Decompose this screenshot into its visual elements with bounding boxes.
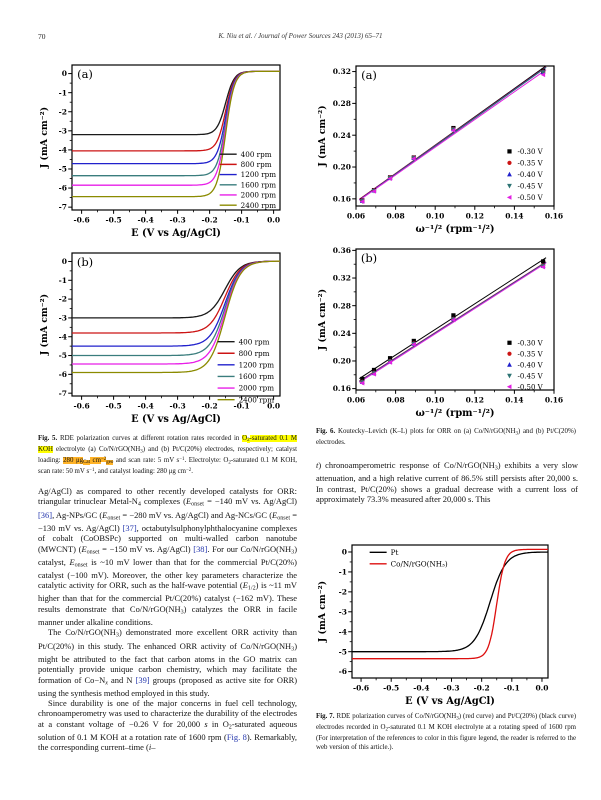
- svg-text:-0.35 V: -0.35 V: [517, 350, 543, 359]
- text-run: Fig. 6.: [316, 428, 336, 435]
- text-run: 2: [247, 438, 250, 444]
- svg-text:ω⁻¹/² (rpm⁻¹/²): ω⁻¹/² (rpm⁻¹/²): [415, 224, 495, 235]
- svg-text:0: 0: [61, 257, 67, 267]
- svg-text:800 rpm: 800 rpm: [240, 159, 272, 169]
- text-run: onset: [86, 549, 100, 556]
- text-run: E: [242, 580, 248, 591]
- svg-text:-4: -4: [338, 627, 347, 637]
- text-run: O: [242, 435, 248, 442]
- svg-text:-0.2: -0.2: [201, 401, 218, 411]
- svg-text:-0.5: -0.5: [383, 683, 400, 693]
- text-run: 3: [115, 633, 119, 640]
- svg-text:-6: -6: [338, 667, 347, 677]
- text-run: Ag/AgCl) as compared to other recently developed catalysts for ORR: triangular trinuclear Metal-N: [38, 486, 297, 507]
- svg-text:0.16: 0.16: [332, 194, 351, 204]
- svg-text:-5: -5: [58, 351, 67, 361]
- svg-text:-0.45 V: -0.45 V: [517, 372, 543, 381]
- svg-text:0.16: 0.16: [332, 384, 351, 394]
- text-run: .: [191, 467, 193, 475]
- fig7-caption: [316, 712, 576, 752]
- text-run: E: [102, 509, 108, 520]
- svg-text:0.12: 0.12: [465, 211, 484, 221]
- text-run: . For our Co/N/rGO(NH: [207, 543, 292, 554]
- text-run: −2: [100, 456, 107, 462]
- text-run: ) and (b) Pt/C(20%) electrodes.: [316, 428, 576, 446]
- text-run: 3: [140, 449, 143, 455]
- svg-text:-3: -3: [338, 607, 347, 617]
- text-run: is ~10 mV lower than that for the commercial Pt/C(20%) catalyst (−100 mV). Moreover, the other key parameters characterize the catalytic activity for ORR, such as the half-wave potential (: [38, 556, 297, 591]
- text-run: onset: [277, 515, 291, 522]
- svg-text:0.32: 0.32: [332, 67, 351, 77]
- svg-text:0.20: 0.20: [332, 162, 351, 172]
- text-run: 3: [515, 431, 518, 437]
- svg-text:1200 rpm: 1200 rpm: [240, 170, 277, 180]
- svg-text:-5: -5: [58, 164, 67, 174]
- svg-text:0.24: 0.24: [332, 328, 351, 338]
- svg-text:2000 rpm: 2000 rpm: [240, 190, 277, 200]
- text-run: 3: [291, 646, 295, 653]
- text-run: ) demonstrated more excellent ORR activity than Pt/C(20%) in this study. The enhanced ORR activity of Co/N/rGO(NH: [38, 627, 297, 651]
- text-run: 1/2: [247, 585, 256, 592]
- text-run: ) is ~11 mV higher than that for the commercial Pt/C(20%) catalyst (−162 mV). These results demonstrate that Co/N/rGO(NH: [38, 580, 297, 614]
- svg-text:0: 0: [61, 69, 67, 79]
- svg-text:-0.6: -0.6: [352, 683, 370, 693]
- fig5b-rde-chart: [36, 242, 292, 430]
- text-run: -saturated 0.1 M KOH, scan rate: 50 mV s: [38, 456, 297, 475]
- svg-text:-0.4: -0.4: [413, 683, 430, 693]
- text-run: ) chronoamperometric response of Co/N/rGO(NH: [318, 460, 495, 470]
- text-run: RDE polarization curves at different rotation rates recorded in: [57, 435, 243, 442]
- svg-text:-0.4: -0.4: [137, 215, 154, 225]
- svg-text:-0.3: -0.3: [443, 683, 460, 693]
- svg-text:-4: -4: [58, 332, 67, 342]
- text-run: electrolyte (a) Co/N/rGO(NH: [52, 445, 141, 453]
- svg-text:-2: -2: [338, 587, 347, 597]
- svg-text:2400 rpm: 2400 rpm: [238, 395, 275, 405]
- text-run: onset: [74, 562, 88, 569]
- text-run: RDE polarization curves of Co/N/rGO(NH: [334, 713, 457, 720]
- svg-text:J (mA cm⁻²): J (mA cm⁻²): [317, 288, 328, 351]
- svg-text:-2: -2: [58, 107, 67, 117]
- svg-text:800 rpm: 800 rpm: [238, 348, 270, 358]
- svg-text:0.36: 0.36: [332, 245, 351, 255]
- svg-text:0.0: 0.0: [535, 683, 549, 693]
- text-run: Since durability is one of the major concerns in fuel cell technology, chronoamperometry was used to characterize the durability of the electrodes at a constant voltage of −0.26 V for 20,000: [38, 698, 297, 729]
- svg-text:0.12: 0.12: [465, 395, 484, 405]
- svg-text:-0.5: -0.5: [105, 215, 122, 225]
- body-paragraph: [38, 627, 297, 698]
- fig6a-kl-chart: [314, 56, 566, 240]
- text-run: Fig. 7.: [316, 713, 335, 720]
- text-run: 3: [456, 716, 459, 722]
- text-run: −1: [89, 467, 95, 473]
- svg-text:2400 rpm: 2400 rpm: [240, 200, 277, 210]
- svg-text:0.14: 0.14: [505, 211, 524, 221]
- svg-text:-0.5: -0.5: [105, 401, 122, 411]
- svg-text:-2: -2: [58, 294, 67, 304]
- text-run: in O: [207, 718, 229, 729]
- svg-text:-1: -1: [58, 275, 67, 285]
- text-run: ) and (b) Pt/C(20%) electrodes, respectively; catalyst loading:: [38, 445, 298, 464]
- text-run: Cat: [83, 460, 90, 466]
- svg-text:0.06: 0.06: [346, 211, 366, 221]
- text-run: Fig. 5.: [38, 435, 58, 442]
- svg-text:(a): (a): [77, 67, 93, 81]
- svg-text:-3: -3: [58, 313, 67, 323]
- citation-link[interactable]: [37]: [122, 522, 137, 533]
- text-run: ) exhibits a very slow attenuation, and a high relative current of 86.5% still persists after 20,000 s. In contrast, Pt/C(20%) shows a gradual decrease with a current loss of approximately 73.3% measured after 20,000 s. This: [316, 460, 578, 504]
- text-run: onset: [107, 515, 121, 522]
- running-head: K. Niu et al. / Journal of Power Sources 243 (2013) 65–71: [218, 32, 383, 40]
- text-run: 3: [180, 609, 184, 616]
- text-run: 3: [291, 549, 295, 556]
- svg-text:0.28: 0.28: [332, 98, 351, 108]
- text-run: −2: [185, 467, 192, 473]
- svg-text:-0.6: -0.6: [73, 401, 90, 411]
- svg-text:(b): (b): [76, 255, 94, 269]
- svg-text:0.06: 0.06: [346, 395, 366, 405]
- text-run: cm: [90, 456, 101, 464]
- text-run: = −140 mV vs. Ag/AgCl): [203, 496, 297, 507]
- text-run: 2: [228, 460, 231, 466]
- svg-text:1600 rpm: 1600 rpm: [238, 372, 275, 382]
- text-run: = −280 mV vs. Ag/AgCl) and Ag-NCs/GC (: [120, 509, 273, 520]
- text-run: E: [81, 543, 87, 554]
- text-run: . Electrolyte: O: [184, 456, 229, 464]
- svg-text:0.08: 0.08: [386, 395, 405, 405]
- svg-text:-7: -7: [58, 388, 67, 398]
- svg-text:2000 rpm: 2000 rpm: [238, 383, 275, 393]
- svg-text:1600 rpm: 1600 rpm: [240, 180, 277, 190]
- svg-text:0.10: 0.10: [426, 395, 445, 405]
- svg-text:(a): (a): [361, 68, 377, 82]
- text-run: 2: [228, 724, 232, 731]
- text-run: The Co/N/rGO(NH: [48, 627, 116, 638]
- text-run: E: [272, 509, 278, 520]
- svg-text:-0.50 V: -0.50 V: [517, 194, 543, 202]
- text-run: −1: [179, 456, 185, 462]
- text-run: t: [316, 460, 319, 470]
- left-text-column: [38, 486, 297, 753]
- text-run: s: [204, 718, 208, 729]
- svg-text:0.32: 0.32: [332, 273, 351, 283]
- text-run: , Ag-NPs/GC (: [52, 509, 103, 520]
- svg-text:0.10: 0.10: [426, 211, 445, 221]
- svg-text:Co/N/rGO(NH₃): Co/N/rGO(NH₃): [390, 559, 448, 569]
- svg-text:1200 rpm: 1200 rpm: [238, 360, 275, 370]
- svg-text:J (mA cm⁻²): J (mA cm⁻²): [317, 105, 328, 167]
- text-run: groups (proposed as active site for ORR) using the synthesis method employed in this study.: [38, 674, 298, 698]
- text-run: ) (red curve) and Pt/C(20%) (black curve) electrodes recorded in O: [316, 713, 576, 731]
- svg-text:-0.30 V: -0.30 V: [517, 339, 543, 348]
- text-run: and scan rate: 5 mV s: [113, 456, 180, 464]
- citation-link[interactable]: Fig. 8: [226, 732, 247, 743]
- citation-link[interactable]: [36]: [38, 509, 53, 520]
- svg-text:-6: -6: [58, 369, 67, 379]
- svg-text:J (mA cm⁻²): J (mA cm⁻²): [317, 580, 328, 643]
- svg-text:-0.35 V: -0.35 V: [517, 159, 543, 168]
- axes: [317, 545, 549, 707]
- text-run: Koutecky–Levich (K–L) plots for ORR on (a) Co/N/rGO(NH: [335, 428, 516, 435]
- svg-text:-0.1: -0.1: [233, 215, 250, 225]
- text-run: -saturated 0.1 M KOH: [38, 435, 297, 453]
- text-run: and N: [107, 674, 136, 685]
- body-paragraph: [316, 460, 578, 504]
- svg-text:0.08: 0.08: [386, 211, 405, 221]
- svg-text:0.0: 0.0: [267, 401, 281, 411]
- svg-text:0.16: 0.16: [544, 211, 564, 221]
- text-run: , octabutylsulphonylphthalocyanine complexes of cobalt (CoOBSPc) supported on multi-walled carbon nanotube (MWCNT) (: [38, 522, 297, 554]
- svg-text:J (mA cm⁻²): J (mA cm⁻²): [39, 106, 50, 169]
- svg-text:-7: -7: [58, 202, 67, 212]
- fig5-caption: [38, 434, 297, 476]
- svg-text:0.14: 0.14: [505, 395, 524, 405]
- body-paragraph: [38, 486, 297, 627]
- svg-text:-0.40 V: -0.40 V: [517, 361, 543, 370]
- svg-text:-0.40 V: -0.40 V: [517, 171, 543, 179]
- svg-text:-0.2: -0.2: [201, 215, 218, 225]
- svg-text:400 rpm: 400 rpm: [240, 149, 272, 159]
- text-run: ) might be attributed to the fact that carbon atoms in the GO matrix can potentially provide unique carbon chemistry, which may facilitate the formation of Co−N: [38, 640, 297, 685]
- svg-text:ω⁻¹/² (rpm⁻¹/²): ω⁻¹/² (rpm⁻¹/²): [415, 408, 495, 419]
- svg-text:0.0: 0.0: [267, 215, 281, 225]
- svg-text:-3: -3: [58, 126, 67, 136]
- text-run: E: [69, 556, 75, 567]
- text-run: = −130 mV vs. Ag/AgCl): [38, 509, 297, 533]
- svg-text:-1: -1: [58, 88, 67, 98]
- svg-text:-0.1: -0.1: [233, 401, 250, 411]
- svg-text:J (mA cm⁻²): J (mA cm⁻²): [39, 293, 50, 356]
- text-run: E: [185, 496, 192, 507]
- text-run: = −150 mV vs. Ag/AgCl): [99, 543, 194, 554]
- fig6b-kl-chart: [314, 240, 566, 426]
- text-run: geo: [106, 460, 114, 466]
- svg-text:-0.30 V: -0.30 V: [517, 148, 543, 156]
- svg-text:-0.1: -0.1: [503, 683, 520, 693]
- svg-text:-6: -6: [58, 183, 67, 193]
- fig5a-rde-chart: [36, 56, 292, 242]
- fig7-rde-chart: [314, 540, 558, 712]
- citation-link[interactable]: [39]: [135, 674, 150, 685]
- text-run: , and catalyst loading: 280 μg cm: [94, 467, 186, 475]
- text-run: x: [105, 680, 108, 687]
- svg-text:-0.2: -0.2: [473, 683, 490, 693]
- text-run: -saturated 0.1 M KOH electrolyte at a rotating speed of 1600 rpm (For interpretation of the references to color in this figure legend, the reader is referred to the web version of this article.).: [316, 723, 576, 751]
- svg-text:-4: -4: [58, 145, 67, 155]
- text-run: i: [148, 742, 152, 753]
- text-run: 3: [494, 465, 498, 472]
- text-run: -saturated aqueous solution of 0.1 M KOH at a rotation rate of 1600 rpm (: [38, 718, 297, 743]
- text-run: 280 μg: [63, 456, 84, 464]
- text-run: 4: [137, 502, 141, 509]
- svg-text:-0.3: -0.3: [169, 215, 186, 225]
- citation-link[interactable]: [38]: [193, 543, 208, 554]
- svg-text:Pt: Pt: [390, 547, 399, 557]
- svg-text:-0.3: -0.3: [169, 401, 186, 411]
- text-run: complexes (: [140, 496, 186, 507]
- page-number: 70: [38, 32, 46, 41]
- text-run: –: [151, 742, 156, 753]
- svg-text:-0.45 V: -0.45 V: [517, 182, 543, 191]
- svg-text:-0.50 V: -0.50 V: [517, 383, 543, 392]
- text-run: ). Remarkably, the corresponding current–time (: [38, 732, 297, 753]
- text-run: onset: [191, 502, 204, 509]
- text-run: ) catalyst,: [38, 543, 298, 567]
- svg-text:400 rpm: 400 rpm: [238, 337, 270, 347]
- right-text-column: [316, 460, 578, 504]
- svg-text:0: 0: [341, 547, 347, 557]
- svg-text:-1: -1: [338, 567, 347, 577]
- axes: [317, 246, 563, 419]
- svg-text:0.24: 0.24: [332, 130, 351, 140]
- svg-text:E (V vs Ag/AgCl): E (V vs Ag/AgCl): [405, 696, 495, 707]
- body-paragraph: [38, 698, 297, 753]
- svg-text:-5: -5: [338, 647, 347, 657]
- svg-text:-0.4: -0.4: [137, 401, 154, 411]
- svg-text:E (V vs Ag/AgCl): E (V vs Ag/AgCl): [131, 228, 221, 239]
- svg-text:0.16: 0.16: [544, 395, 564, 405]
- svg-text:(b): (b): [360, 251, 378, 265]
- svg-text:-0.6: -0.6: [73, 215, 90, 225]
- text-run: 2: [385, 727, 389, 733]
- svg-text:0.20: 0.20: [332, 356, 351, 366]
- fig6-caption: [316, 427, 576, 447]
- svg-text:E (V vs Ag/AgCl): E (V vs Ag/AgCl): [131, 414, 221, 425]
- svg-text:0.28: 0.28: [332, 301, 351, 311]
- text-run: ) catalyzes the ORR in facile manner under alkaline conditions.: [38, 603, 297, 627]
